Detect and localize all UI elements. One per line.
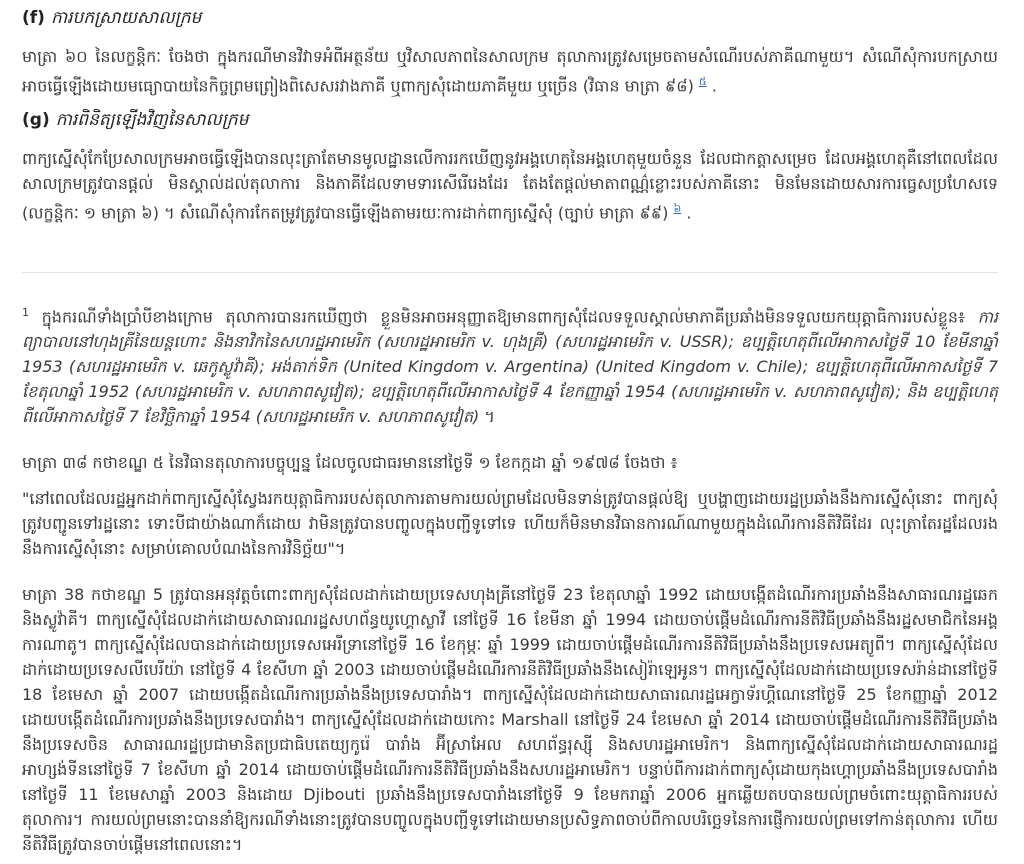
- section-f-title: ការបកស្រាយសាលក្រម: [50, 8, 202, 28]
- section-g-text: ពាក្យស្នើសុំកែប្រែសាលក្រមអាចធ្វើឡើងបានលុះត្រាតែមានមូលដ្ឋានលើការរកឃើញនូវអង្គហេតុនៃអង្គហេតុមួយចំនួន ដែលជាកត្តាសម្រេច ដែលអង្គហេតុគឺនៅពេលដែលសាលក្រមត្រូវបានផ្តល់ មិនស្គាល់ដល់តុលាការ និងភាគីដែលទាមទារសើរើរេងដែរ តែងតែផ្តល់មាតាពណ្ណ៌ខ្លោះរបស់ភាគីនោះ មិនមែនដោយសារការធ្វេសប្រហែសទេ (លក្ខន្តិកៈ ១ មាត្រា ៦) ។ សំណើសុំការកែតម្រូវត្រូវបានធ្វើឡើងតាមរយៈការដាក់ពាក្យស្នើសុំ (ច្បាប់ មាត្រា ៩៩): [22, 149, 998, 223]
- section-divider: [22, 272, 998, 273]
- article-38-intro: មាត្រា ៣៨ កថាខណ្ឌ ៥ នៃវិធានតុលាការបច្ចុប្បន្ន ដែលចូលជាធរមាននៅថ្ងៃទី ១ ខែកក្កដា ឆ្នាំ ១៩៧៨ ចែងថា ៖: [22, 453, 678, 472]
- footnote-1-mark: 1: [22, 306, 29, 319]
- section-g-body: [22, 146, 998, 225]
- footnote-ref-6[interactable]: ៦: [673, 202, 682, 215]
- section-g-heading: [22, 108, 998, 132]
- section-g-tail: .: [681, 203, 692, 223]
- section-f-text: មាត្រា ៦០ នៃលក្ខន្តិកៈ ចែងថា ក្នុងករណីមានវិវាទអំពីអត្ថន័យ ឬវិសាលភាពនៃសាលក្រម តុលាការត្រូវសម្រេចតាមសំណើរបស់ភាគីណាមួយ។ សំណើសុំការបកស្រាយអាចធ្វើឡើងដោយមធ្យោបាយនៃកិច្ចព្រមព្រៀងពិសេសរវាងភាគី ឬពាក្យសុំដោយភាគីមួយ ឬច្រើន (វិធាន មាត្រា ៩៨): [22, 47, 998, 96]
- section-f-tail: .: [706, 76, 717, 96]
- section-g-title: ការពិនិត្យឡើងវិញនៃសាលក្រម: [55, 110, 249, 130]
- section-f-letter: (f): [22, 8, 45, 28]
- footnote-1-intro: ក្នុងករណីទាំងប្រាំបីខាងក្រោម តុលាការបានរកឃើញថា ខ្លួនមិនអាចអនុញ្ញាតឱ្យមានពាក្យសុំដែលទទួលស្គាល់មាភាគីប្រឆាំងមិនទទួលយកយុត្តាធិការរបស់ខ្លួន៖: [29, 307, 978, 327]
- footnote-1-tail: ។: [479, 407, 495, 427]
- section-g-letter: (g): [22, 110, 50, 130]
- section-g: [22, 108, 998, 225]
- section-f-heading: [22, 6, 998, 30]
- footnote-1-cases: ការព្យាបាលនៅហុងគ្រីនៃយន្តហោះ និងនាវិកនៃសហរដ្ឋអាមេរិក (សហរដ្ឋអាមេរិក v. ហុងគ្រី) (សហរដ្ឋអាមេរិក v. USSR); ឧប្បត្តិហេតុពីលើអាកាសថ្ងៃទី 10 ខែមីនាឆ្នាំ 1953 (សហរដ្ឋអាមេរិក v. ឆេកូស្លូវ៉ាគី); អង់តាក់ទិក (United Kingdom v. Argentina) (United Kingdom v. Chile); ឧប្បត្តិហេតុពីលើអាកាសថ្ងៃទី 7 ខែតុលាឆ្នាំ 1952 (សហរដ្ឋអាមេរិក v. សហភាពសូវៀត); ឧប្បត្តិហេតុពីលើអាកាសថ្ងៃទី 4 ខែកញ្ញាឆ្នាំ 1954 (សហរដ្ឋអាមេរិក v. សហភាពសូវៀត); និង ឧប្បត្តិហេតុពីលើអាកាសថ្ងៃទី 7 ខែវិច្ឆិកាឆ្នាំ 1954 (សហរដ្ឋអាមេរិក v. សហភាពសូវៀត): [22, 307, 999, 427]
- article-38-quote: "នៅពេលដែលរដ្ឋអ្នកដាក់ពាក្យស្នើសុំស្វែងរកយុត្តាធិការរបស់តុលាការតាមការយល់ព្រមដែលមិនទាន់ត្រូវបានផ្តល់ឱ្យ ឬបង្ហាញដោយរដ្ឋប្រឆាំងនឹងការស្នើសុំនោះ ពាក្យសុំត្រូវបញ្ជូនទៅរដ្ឋនោះ ទោះបីជាយ៉ាងណាក៏ដោយ វាមិនត្រូវបានបញ្ចូលក្នុងបញ្ជីទូទៅទេ ហើយក៏មិនមានវិធានការណ៍ណាមួយក្នុងដំណើរការនីតិវិធីដែរ លុះត្រាតែរដ្ឋដែលរងនឹងការស្នើសុំនោះ សម្រាប់គោលបំណងនៃការវិនិច្ឆ័យ"។: [22, 489, 998, 558]
- section-f-body: [22, 44, 998, 98]
- footnote-1: [22, 300, 998, 429]
- footnote-ref-5[interactable]: ៥: [698, 75, 707, 88]
- article-38-applied: មាត្រា 38 កថាខណ្ឌ 5 ត្រូវបានអនុវត្តចំពោះពាក្យសុំដែលដាក់ដោយប្រទេសហុងគ្រីនៅថ្ងៃទី 23 ខែតុលាឆ្នាំ 1992 ដោយបង្កើតដំណើរការប្រឆាំងនឹងសាធារណរដ្ឋឆេក និងស្លូវ៉ាគី។ ពាក្យស្នើសុំដែលដាក់ដោយសាធារណរដ្ឋសហព័ន្ធយូហ្គោស្លាវី នៅថ្ងៃទី 16 ខែមីនា ឆ្នាំ 1994 ដោយចាប់ផ្តើមដំណើរការនីតិវិធីប្រឆាំងនឹងរដ្ឋសមាជិកនៃអង្គការណាតូ។ ពាក្យស្នើសុំដែលបានដាក់ដោយប្រទេសអេរីទ្រានៅថ្ងៃទី 16 ខែកុម្ភៈ ឆ្នាំ 1999 ដោយចាប់ផ្តើមដំណើរការនីតិវិធីប្រឆាំងនឹងប្រទេសអេត្យូពី។ ពាក្យស្នើសុំដែលដាក់ដោយប្រទេសលីបេរីយ៉ា នៅថ្ងៃទី 4 ខែសីហា ឆ្នាំ 2003 ដោយចាប់ផ្តើមដំណើរការនីតិវិធីប្រឆាំងនឹងសៀរ៉ាឡេអូន។ ពាក្យស្នើសុំដែលដាក់ដោយប្រទេសរ៉ាន់ដានៅថ្ងៃទី 18 ខែមេសា ឆ្នាំ 2007 ដោយបង្កើតដំណើរការប្រឆាំងនឹងប្រទេសបារាំង។ ពាក្យស្នើសុំដែលដាក់ដោយសាធារណរដ្ឋអេក្វាទ័រហ្គីណេនៅថ្ងៃទី 25 ខែកញ្ញាឆ្នាំ 2012 ដោយបង្កើតដំណើរការប្រឆាំងនឹងប្រទេសបារាំង។ ពាក្យស្នើសុំដែលដាក់ដោយកោះ Marshall នៅថ្ងៃទី 24 ខែមេសា ឆ្នាំ 2014 ដោយចាប់ផ្តើមដំណើរការនីតិវិធីប្រឆាំងនឹងប្រទេសចិន សាធារណរដ្ឋប្រជាមានិតប្រជាធិបតេយ្យកូរ៉េ បារាំង អ៊ីស្រាអែល សហព័ន្ធរុស្ស៊ី និងសហរដ្ឋអាមេរិក។ និងពាក្យស្នើសុំដែលដាក់ដោយសាធារណរដ្ឋអាហ្សង់ទីននៅថ្ងៃទី 7 ខែសីហា ឆ្នាំ 2014 ដោយចាប់ផ្តើមដំណើរការនីតិវិធីប្រឆាំងនឹងសហរដ្ឋអាមេរិក។ បន្ទាប់ពីការដាក់ពាក្យសុំដោយកុងហ្គោប្រឆាំងនឹងប្រទេសបារាំងនៅថ្ងៃទី 11 ខែមេសាឆ្នាំ 2003 និងដោយ Djibouti ប្រឆាំងនឹងប្រទេសបារាំងនៅថ្ងៃទី 9 ខែមករាឆ្នាំ 2006 អ្នកឆ្លើយតបបានយល់ព្រមចំពោះយុត្តាធិការរបស់តុលាការ។ ការយល់ព្រមនោះបាននាំឱ្យករណីទាំងនោះត្រូវបានបញ្ចូលក្នុងបញ្ជីទូទៅដោយមានប្រសិទ្ធភាពចាប់ពីកាលបរិច្ឆេទនៃការផ្ញើការយល់ព្រមទៅកាន់តុលាការ ហើយនីតិវិធីត្រូវបានចាប់ផ្តើមនៅពេលនោះ។: [22, 585, 998, 854]
- section-f: [22, 6, 998, 98]
